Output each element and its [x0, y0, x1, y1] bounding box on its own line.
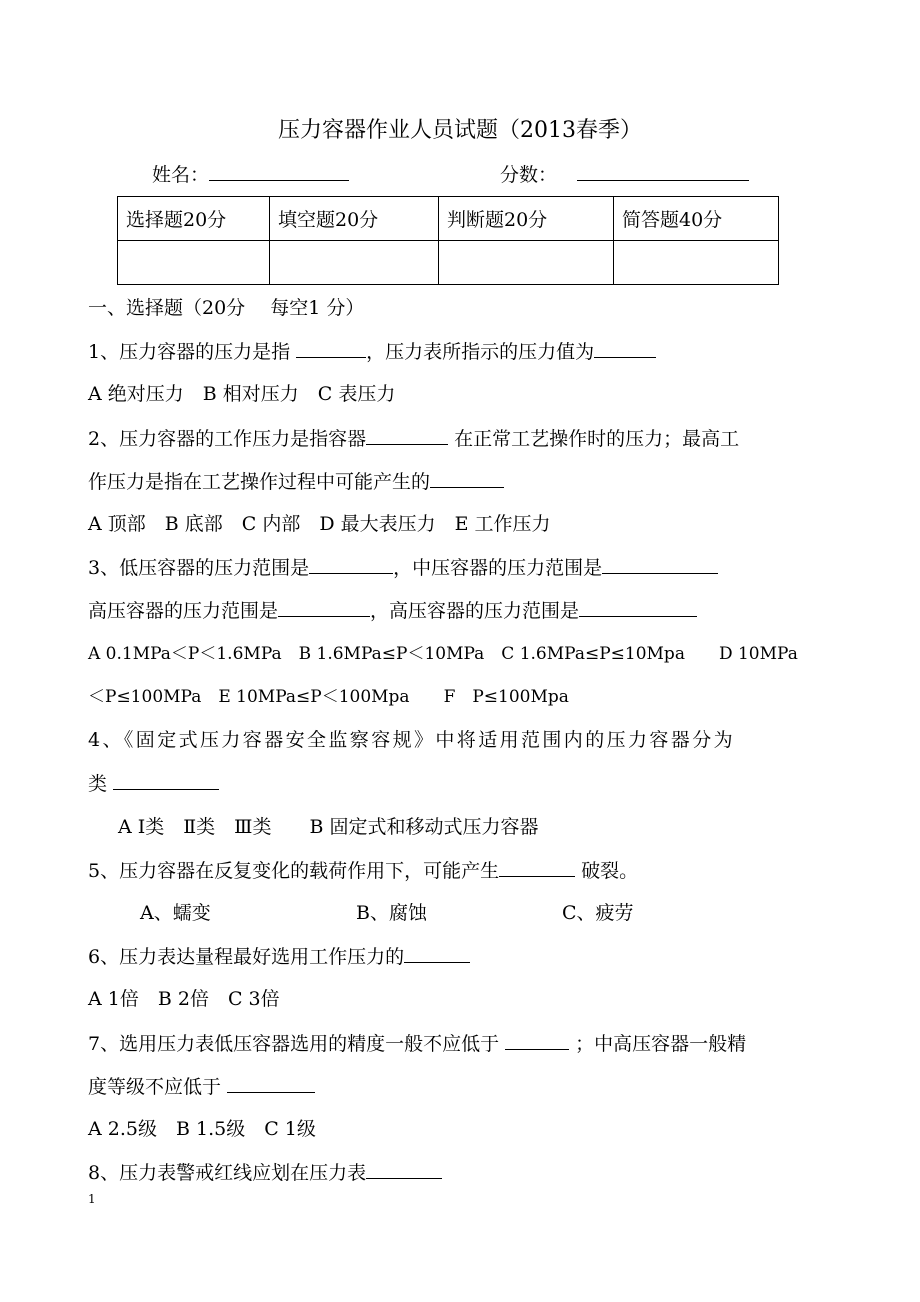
answer-blank[interactable] [404, 942, 470, 963]
exam-title: 压力容器作业人员试题（2013春季） [278, 118, 642, 143]
question-text: 类 [88, 773, 114, 795]
answer-blank[interactable] [278, 596, 370, 617]
score-value-cell[interactable] [614, 241, 779, 285]
question-text: 1、压力容器的压力是指 [88, 341, 297, 363]
question-text: 7、选用压力表低压容器选用的精度一般不应低于 [88, 1033, 506, 1055]
question-text: ，压力表所指示的压力值为 [366, 341, 595, 363]
question-2-options: A 顶部 B 底部 C 内部 D 最大表压力 E 工作压力 [88, 513, 551, 535]
score-value-cell[interactable] [118, 241, 270, 285]
score-header-cell: 简答题40分 [614, 197, 779, 241]
question-text: 5、压力容器在反复变化的载荷作用下，可能产生 [88, 860, 500, 882]
score-table-value-row [118, 241, 779, 285]
name-label: 姓名： [152, 164, 210, 186]
score-table-header-row [118, 197, 779, 241]
answer-blank[interactable] [366, 424, 448, 445]
question-3-options: A 0.1MPa＜P＜1.6MPa B 1.6MPa≤P＜10MPa C 1.6MPa≤P≤10Mpa D 10MPa [88, 644, 798, 664]
question-text: 6、压力表达量程最好选用工作压力的 [88, 946, 405, 968]
question-text: 2、压力容器的工作压力是指容器 [88, 428, 367, 450]
question-2 [88, 424, 739, 453]
question-text: 8、压力表警戒红线应划在压力表 [88, 1162, 367, 1184]
question-3 [88, 553, 718, 582]
score-value-cell[interactable] [270, 241, 439, 285]
question-8 [88, 1158, 442, 1187]
score-header-cell: 填空题20分 [270, 197, 439, 241]
question-text: ，中压容器的压力范围是 [393, 557, 603, 579]
answer-blank[interactable] [579, 596, 697, 617]
question-text: ；中高压容器一般精 [569, 1033, 747, 1055]
name-field [152, 160, 349, 189]
question-text: 作压力是指在工艺操作过程中可能产生的 [88, 471, 431, 493]
question-6 [88, 942, 470, 971]
question-7-cont [88, 1072, 315, 1101]
page-number: 1 [88, 1192, 96, 1206]
question-text: 度等级不应低于 [88, 1076, 228, 1098]
score-header-cell: 判断题20分 [439, 197, 614, 241]
score-label: 分数： [500, 164, 558, 186]
question-text: 3、低压容器的压力范围是 [88, 557, 310, 579]
question-4: 4、《固定式压力容器安全监察容规》中将适用范围内的压力容器分为 [88, 729, 735, 751]
question-6-options: A 1倍 B 2倍 C 3倍 [88, 988, 280, 1010]
score-value-cell[interactable] [439, 241, 614, 285]
question-2-cont [88, 467, 504, 496]
question-4-options: A Ⅰ类 Ⅱ类 Ⅲ类 B 固定式和移动式压力容器 [118, 816, 539, 838]
answer-blank[interactable] [296, 337, 366, 358]
question-text: 破裂。 [575, 860, 639, 882]
question-text: 在正常工艺操作时的压力；最高工 [448, 428, 740, 450]
question-5-option-a: A、蠕变 [140, 902, 211, 924]
score-header-cell: 选择题20分 [118, 197, 270, 241]
section1-title: 一、选择题（20分 每空1 分） [88, 297, 365, 319]
question-3-cont [88, 596, 697, 625]
question-7-options: A 2.5级 B 1.5级 C 1级 [88, 1118, 316, 1140]
question-7 [88, 1029, 746, 1058]
question-5-option-c: C、疲劳 [562, 902, 634, 924]
question-5-option-b: B、腐蚀 [356, 902, 427, 924]
question-1 [88, 337, 656, 366]
answer-blank[interactable] [430, 467, 504, 488]
question-text: ，高压容器的压力范围是 [370, 600, 580, 622]
answer-blank[interactable] [594, 337, 656, 358]
question-1-options: A 绝对压力 B 相对压力 C 表压力 [88, 383, 396, 405]
score-field [500, 160, 749, 189]
answer-blank[interactable] [499, 856, 575, 877]
answer-blank[interactable] [113, 769, 219, 790]
question-3-options-cont: ＜P≤100MPa E 10MPa≤P＜100Mpa F P≤100Mpa [88, 687, 569, 707]
score-table [117, 196, 779, 285]
answer-blank[interactable] [227, 1072, 315, 1093]
question-text: 高压容器的压力范围是 [88, 600, 279, 622]
answer-blank[interactable] [602, 553, 718, 574]
question-5 [88, 856, 638, 885]
answer-blank[interactable] [309, 553, 393, 574]
answer-blank[interactable] [505, 1029, 569, 1050]
score-blank[interactable] [577, 160, 749, 181]
answer-blank[interactable] [366, 1158, 442, 1179]
question-4-cont [88, 769, 219, 798]
name-blank[interactable] [209, 160, 349, 181]
